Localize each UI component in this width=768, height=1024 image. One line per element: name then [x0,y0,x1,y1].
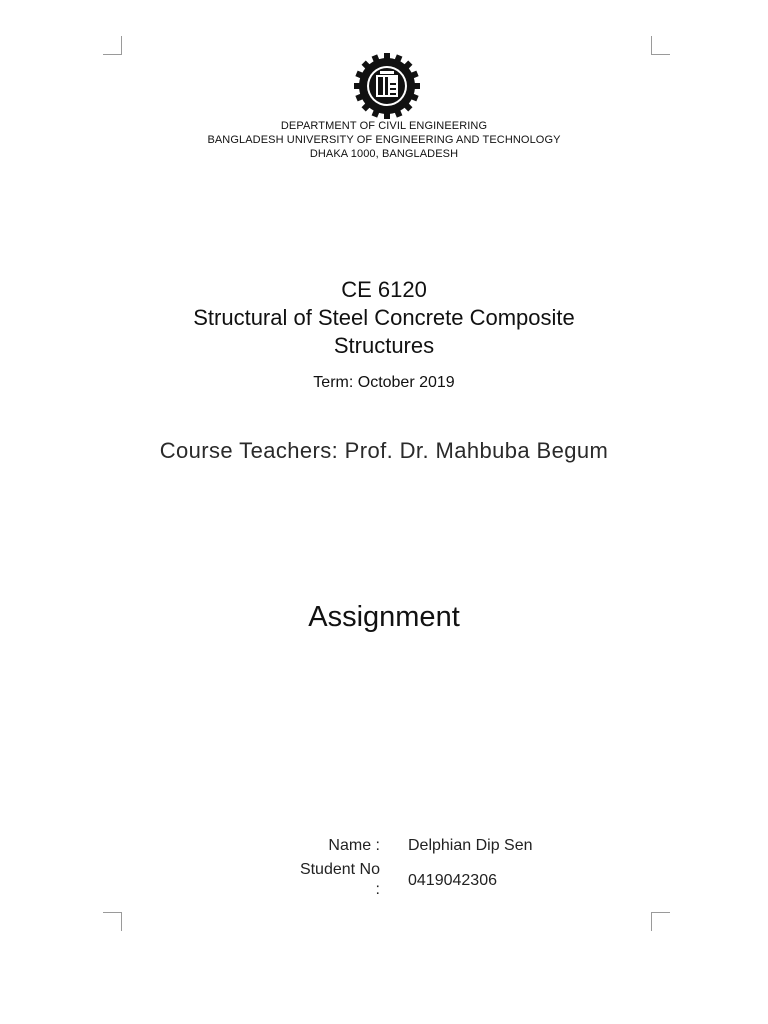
student-number-value: 0419042306 [408,872,497,889]
crop-mark-bottom-left [103,912,122,931]
crop-mark-top-left [103,36,122,55]
department-line: DEPARTMENT OF CIVIL ENGINEERING [280,120,488,132]
term-line: Term: October 2019 [313,374,455,391]
course-teachers: Course Teachers: Prof. Dr. Mahbuba Begum [159,438,609,463]
student-name-value: Delphian Dip Sen [408,837,533,854]
document-type-heading: Assignment [308,601,460,633]
address-line: DHAKA 1000, BANGLADESH [309,148,459,160]
crop-mark-top-right [651,36,670,55]
student-number-label: Student No [299,861,380,878]
course-name-line-2: Structures [333,333,435,358]
student-name-label: Name : [328,837,380,854]
university-seal-icon [354,53,420,119]
course-name-line-1: Structural of Steel Concrete Composite [193,305,575,330]
crop-mark-bottom-right [651,912,670,931]
course-code: CE 6120 [341,277,427,302]
university-line: BANGLADESH UNIVERSITY OF ENGINEERING AND TECHNOLOGY [207,134,561,146]
student-number-colon: : [375,881,380,898]
